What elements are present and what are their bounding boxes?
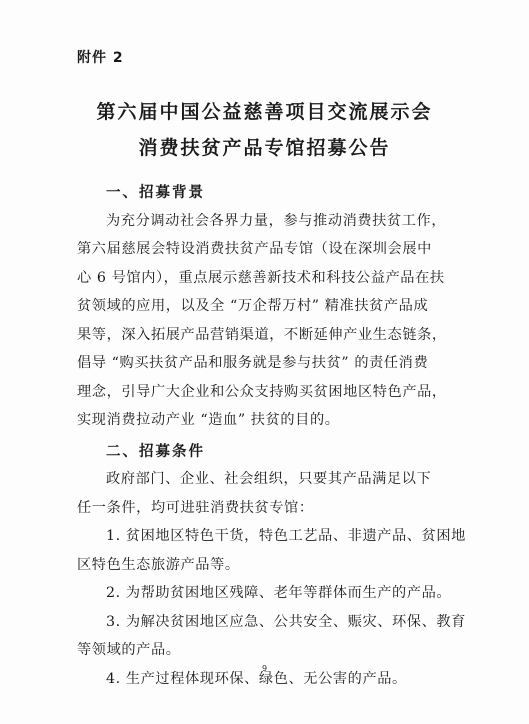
list-item: 4. 生产过程体现环保、绿色、无公害的产品。: [106, 671, 407, 687]
list-item-continuation: 区特色生态旅游产品等。: [77, 557, 240, 573]
paragraph-line: 果等，深入拓展产品营销渠道，不断延伸产业生态链条，: [77, 327, 447, 343]
paragraph-line: 倡导 “购买扶贫产品和服务就是参与扶贫” 的责任消费: [77, 355, 429, 371]
paragraph-line: 理念，引导广大企业和公众支持购买贫困地区特色产品，: [77, 384, 447, 400]
list-item-continuation: 等领域的产品。: [77, 642, 181, 658]
list-item: 3. 为解决贫困地区应急、公共安全、赈灾、环保、教育: [106, 614, 466, 630]
paragraph-line: 为充分调动社会各界力量，参与推动消费扶贫工作，: [106, 213, 447, 229]
paragraph-line: 实现消费拉动产业 “造血” 扶贫的目的。: [77, 412, 340, 428]
document-title-line-2: 消费扶贫产品专馆招募公告: [138, 137, 391, 159]
section-2-heading: 二、招募条件: [106, 444, 205, 460]
section-1-heading: 一、招募背景: [106, 185, 205, 201]
paragraph-line: 政府部门、企业、社会组织，只要其产品满足以下: [106, 471, 432, 487]
page-number: 9: [261, 664, 268, 673]
paragraph-line: 任一条件，均可进驻消费扶贫专馆：: [77, 500, 314, 516]
paragraph-line: 心 6 号馆内），重点展示慈善新技术和科技公益产品在扶: [77, 270, 445, 286]
list-item: 1. 贫困地区特色干货，特色工艺品、非遗产品、贫困地: [106, 528, 466, 544]
paragraph-line: 贫领域的应用，以及全 “万企帮万村” 精准扶贫产品成: [77, 298, 429, 314]
attachment-label: 附件 2: [77, 50, 124, 66]
list-item: 2. 为帮助贫困地区残障、老年等群体而生产的产品。: [106, 585, 452, 601]
document-title-line-1: 第六届中国公益慈善项目交流展示会: [96, 101, 433, 123]
paragraph-line: 第六届慈展会特设消费扶贫产品专馆（设在深圳会展中: [77, 241, 432, 257]
